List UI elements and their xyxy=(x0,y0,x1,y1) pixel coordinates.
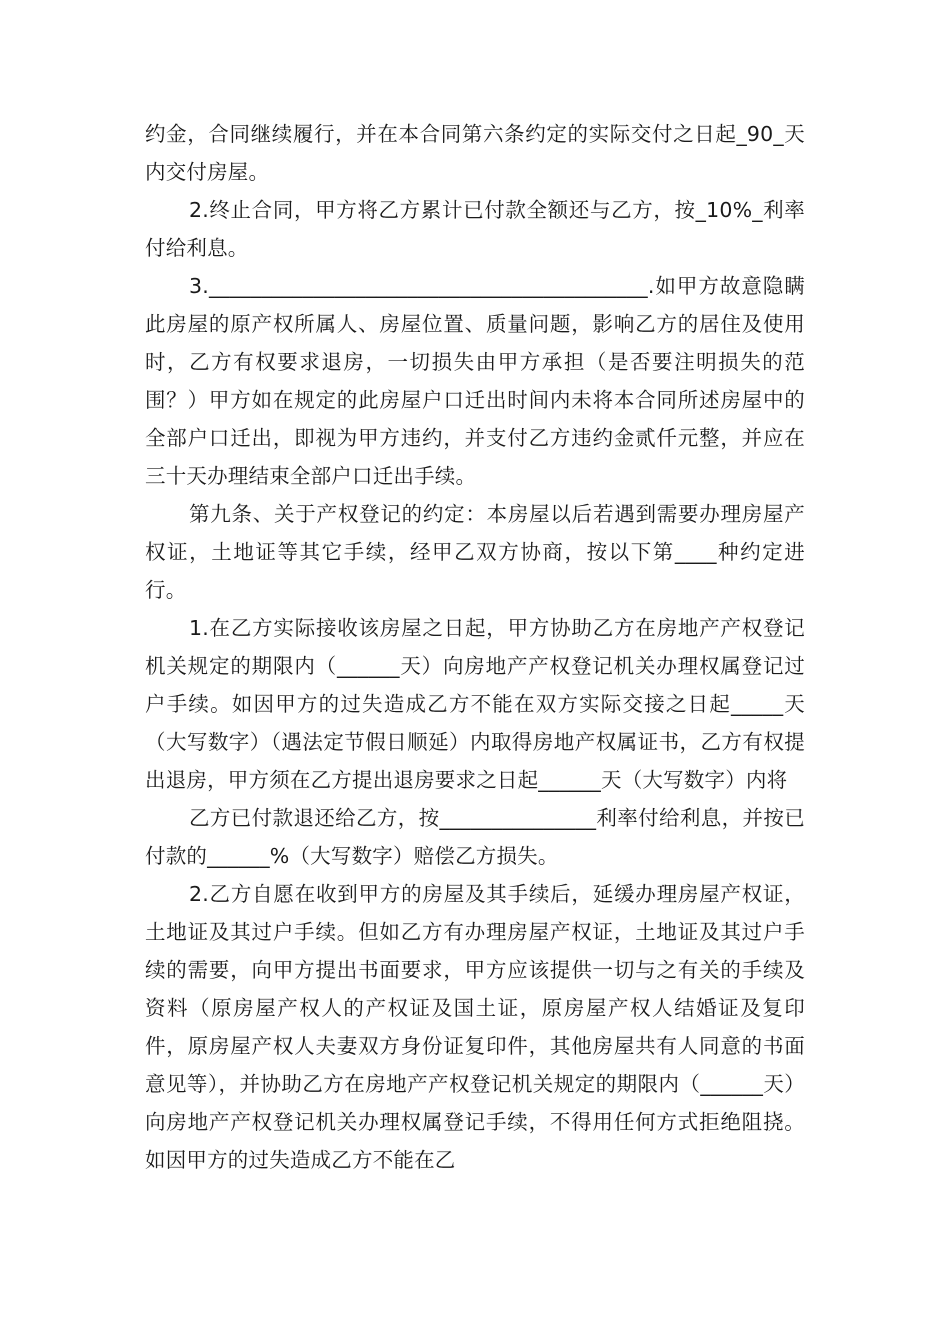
paragraph-1: 约金，合同继续履行，并在本合同第六条约定的实际交付之日起_90_天内交付房屋。 xyxy=(145,122,805,184)
paragraph-7: 2.乙方自愿在收到甲方的房屋及其手续后，延缓办理房屋产权证，土地证及其过户手续。但如乙方有办理房屋产权证，土地证及其过户手续的需要，向甲方提出书面要求，甲方应该提供一切与之有关的手续及资料（原房屋产权人的产权证及国土证，原房屋产权人结婚证及复印件，原房屋产权人夫妻双方身份证复印件，其他房屋共有人同意的书面意见等），并协助乙方在房地产产权登记机关规定的期限内（______天）向房地产产权登记机关办理权属登记手续，不得用任何方式拒绝阻挠。如因甲方的过失造成乙方不能在乙 xyxy=(145,882,805,1172)
document-body xyxy=(145,115,805,1179)
paragraph-6: 乙方已付款退还给乙方，按_______________利率付给利息，并按已付款的______%（大写数字）赔偿乙方损失。 xyxy=(145,806,805,868)
paragraph-2: 2.终止合同，甲方将乙方累计已付款全额还与乙方，按_10%_利率付给利息。 xyxy=(145,198,805,260)
paragraph-4: 第九条、关于产权登记的约定：本房屋以后若遇到需要办理房屋产权证，土地证等其它手续，经甲乙双方协商，按以下第____种约定进行。 xyxy=(145,502,805,602)
paragraph-3: 3.__________________________________________.如甲方故意隐瞒此房屋的原产权所属人、房屋位置、质量问题，影响乙方的居住及使用时，乙方有权要求退房，一切损失由甲方承担（是否要注明损失的范围？）甲方如在规定的此房屋户口迁出时间内未将本合同所述房屋中的全部户口迁出，即视为甲方违约，并支付乙方违约金贰仟元整，并应在三十天办理结束全部户口迁出手续。 xyxy=(145,274,805,488)
paragraph-5: 1.在乙方实际接收该房屋之日起，甲方协助乙方在房地产产权登记机关规定的期限内（______天）向房地产产权登记机关办理权属登记过户手续。如因甲方的过失造成乙方不能在双方实际交接之日起_____天（大写数字）（遇法定节假日顺延）内取得房地产权属证书，乙方有权提出退房，甲方须在乙方提出退房要求之日起______天（大写数字）内将 xyxy=(145,616,805,792)
